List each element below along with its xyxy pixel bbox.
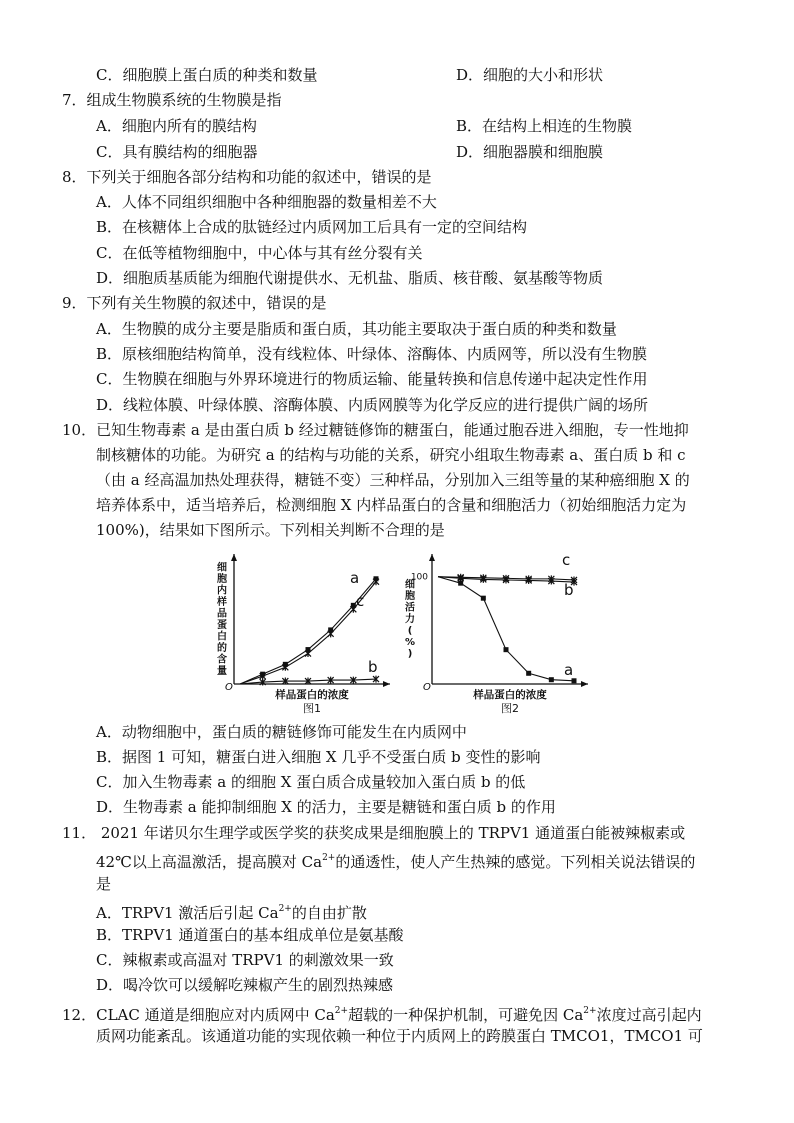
q12-stem-text: 浓度过高引起内 xyxy=(596,1006,702,1024)
series-label-c: c xyxy=(562,551,571,569)
star-marker-stroke xyxy=(282,664,288,671)
series-label-b: b xyxy=(564,581,574,599)
q11-option-a xyxy=(96,898,367,924)
q8-option-a: A．人体不同组织细胞中各种细胞器的数量相差不大 xyxy=(96,193,437,211)
series-a xyxy=(240,569,379,684)
y-axis-label-char: 白 xyxy=(217,631,227,643)
q9-option-c: C．生物膜在细胞与外界环境进行的物质运输、能量转换和信息传递中起决定性作用 xyxy=(96,370,648,388)
y-axis-arrow xyxy=(429,554,435,561)
q10-option-a: A．动物细胞中，蛋白质的糖链修饰可能发生在内质网中 xyxy=(96,723,467,741)
y-axis-label-char: 胞 xyxy=(217,573,227,585)
data-point-a xyxy=(572,678,577,683)
data-point-a xyxy=(526,671,531,676)
x-axis-arrow xyxy=(581,681,588,687)
q11-stem-text: 的通透性，使人产生热辣的感觉。下列相关说法错误的 xyxy=(335,853,696,871)
y-axis-label-char: 样 xyxy=(217,596,227,608)
q10-stem-line: 培养体系中，适当培养后，检测细胞 X 内样品蛋白的含量和细胞活力（初始细胞活力定为 xyxy=(96,496,687,514)
series-a xyxy=(438,577,577,684)
q9-option-d: D．线粒体膜、叶绿体膜、溶酶体膜、内质网膜等为化学反应的进行提供广阔的场所 xyxy=(96,396,649,414)
q11-option-d: D．喝冷饮可以缓解吃辣椒产生的剧烈热辣感 xyxy=(96,976,394,994)
q10-option-b: B．据图 1 可知，糖蛋白进入细胞 X 几乎不受蛋白质 b 变性的影响 xyxy=(96,748,541,766)
y-axis-arrow xyxy=(231,554,237,561)
data-point-a xyxy=(481,596,486,601)
x-axis-label: 样品蛋白的浓度 xyxy=(275,689,349,701)
figure-1-chart xyxy=(198,548,396,720)
q7-stem: 7．组成生物膜系统的生物膜是指 xyxy=(62,91,282,109)
superscript: 2+ xyxy=(278,904,292,914)
y-axis-label-char: 细 xyxy=(405,579,415,591)
q6-option-c: C．细胞膜上蛋白质的种类和数量 xyxy=(96,66,318,84)
star-marker-stroke xyxy=(305,650,311,657)
y-axis-label xyxy=(216,560,227,677)
y-axis-label-char: 的 xyxy=(217,642,227,654)
q12-stem-text: 12．CLAC 通道是细胞应对内质网中 Ca xyxy=(62,1006,335,1024)
figure-caption: 图1 xyxy=(303,702,321,715)
y-axis-label-char: 胞 xyxy=(405,591,415,602)
data-point-c xyxy=(328,630,334,637)
superscript: 2+ xyxy=(322,853,336,863)
data-point-c xyxy=(305,650,311,657)
series-label-b: b xyxy=(368,658,378,676)
q11-stem-line: 是 xyxy=(96,875,112,893)
q7-option-b: B．在结构上相连的生物膜 xyxy=(456,117,633,135)
q10-stem-line: 10．已知生物毒素 a 是由蛋白质 b 经过糖链修饰的糖蛋白，能通过胞吞进入细胞，专一性地抑 xyxy=(62,421,689,439)
q7-option-a: A．细胞内所有的膜结构 xyxy=(96,117,257,135)
q11-option-text: 的自由扩散 xyxy=(291,904,367,922)
q9-stem: 9．下列有关生物膜的叙述中，错误的是 xyxy=(62,294,327,312)
y-axis-label-char: % xyxy=(404,637,416,648)
origin-label: O xyxy=(225,682,233,693)
origin-label: O xyxy=(423,682,431,693)
superscript: 2+ xyxy=(334,1006,349,1016)
q11-stem-line xyxy=(96,847,695,873)
q12-stem-line xyxy=(62,1000,702,1026)
q11-option-b: B．TRPV1 通道蛋白的基本组成单位是氨基酸 xyxy=(96,926,404,944)
q7-option-d: D．细胞器膜和细胞膜 xyxy=(456,143,604,161)
q11-stem-line: 11． 2021 年诺贝尔生理学或医学奖的获奖成果是细胞膜上的 TRPV1 通道蛋白能被辣椒素或 xyxy=(62,824,686,842)
q10-stem-line: （由 a 经高温加热处理获得，糖链不变）三种样品，分别加入三组等量的某种癌细胞 X 的 xyxy=(96,471,690,489)
y-axis-label xyxy=(405,578,415,660)
q8-option-b: B．在核糖体上合成的肽链经过内质网加工后具有一定的空间结构 xyxy=(96,218,528,236)
q6-option-d: D．细胞的大小和形状 xyxy=(456,66,604,84)
data-point-c xyxy=(282,664,288,671)
q8-option-d: D．细胞质基质能为细胞代谢提供水、无机盐、脂质、核苷酸、氨基酸等物质 xyxy=(96,269,604,287)
q10-option-c: C．加入生物毒素 a 的细胞 X 蛋白质合成量较加入蛋白质 b 的低 xyxy=(96,773,526,791)
y-axis-label-char: 品 xyxy=(217,608,227,620)
q11-option-c: C．辣椒素或高温对 TRPV1 的刺激效果一致 xyxy=(96,951,394,969)
y-tick-label: 100 xyxy=(410,572,428,583)
y-axis-label-char: ) xyxy=(407,648,413,660)
q9-option-b: B．原核细胞结构简单，没有线粒体、叶绿体、溶酶体、内质网等，所以没有生物膜 xyxy=(96,345,648,363)
data-point-a xyxy=(549,677,554,682)
y-axis-label-char: 细 xyxy=(217,562,227,574)
series-line-a xyxy=(438,577,574,681)
y-axis-label-char: 蛋 xyxy=(217,619,227,631)
q7-option-c: C．具有膜结构的细胞器 xyxy=(96,143,258,161)
x-axis-arrow xyxy=(383,681,390,687)
series-label-c: c xyxy=(356,592,365,610)
y-axis-label-char: 内 xyxy=(217,585,227,597)
q11-stem-text: 42℃以上高温激活，提高膜对 Ca xyxy=(96,853,323,871)
y-axis-label-char: 活 xyxy=(405,602,415,614)
y-axis-label-char: 力 xyxy=(405,614,415,625)
star-marker-stroke xyxy=(328,630,334,637)
figure-2-chart xyxy=(396,548,596,720)
q10-option-d: D．生物毒素 a 能抑制细胞 X 的活力，主要是糖链和蛋白质 b 的作用 xyxy=(96,798,556,816)
series-label-a: a xyxy=(350,569,360,587)
y-axis-label-char: ( xyxy=(407,625,413,637)
q8-stem: 8．下列关于细胞各部分结构和功能的叙述中，错误的是 xyxy=(62,168,432,186)
series-b xyxy=(438,575,577,599)
q12-stem-text: 超载的一种保护机制，可避免因 Ca xyxy=(348,1006,584,1024)
y-axis-label-char: 含 xyxy=(217,654,227,666)
q8-option-c: C．在低等植物细胞中，中心体与其有丝分裂有关 xyxy=(96,244,423,262)
superscript: 2+ xyxy=(583,1006,597,1016)
q12-stem-line: 质网功能紊乱。该通道功能的实现依赖一种位于内质网上的跨膜蛋白 TMCO1，TMCO1 可 xyxy=(96,1027,703,1045)
y-axis-label-char: 量 xyxy=(217,665,227,677)
series-c xyxy=(240,578,379,684)
q11-option-text: A．TRPV1 激活后引起 Ca xyxy=(96,904,279,922)
x-axis-label: 样品蛋白的浓度 xyxy=(473,689,547,701)
q10-stem-line: 100%)，结果如下图所示。下列相关判断不合理的是 xyxy=(96,521,445,539)
q10-stem-line: 制核糖体的功能。为研究 a 的结构与功能的关系，研究小组取生物毒素 a、蛋白质 b 和 c xyxy=(96,446,686,464)
q9-option-a: A．生物膜的成分主要是脂质和蛋白质，其功能主要取决于蛋白质的种类和数量 xyxy=(96,320,617,338)
data-point-a xyxy=(504,647,509,652)
figure-caption: 图2 xyxy=(501,702,519,715)
series-label-a: a xyxy=(564,661,574,679)
